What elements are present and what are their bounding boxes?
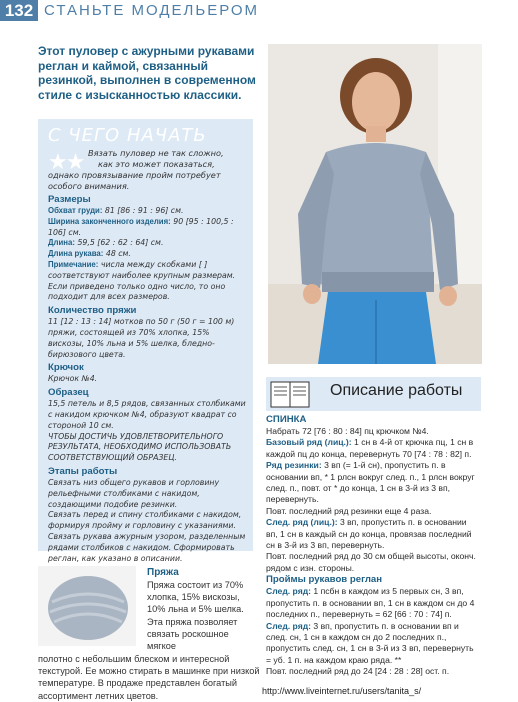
- size-row: [48, 238, 247, 249]
- hook-text: Крючок №4.: [48, 374, 98, 384]
- difficulty-line-3: однако провязывание пройм потребует особого внимания.: [48, 170, 221, 191]
- size-label: Длина:: [48, 238, 75, 248]
- sample-note: ЧТОБЫ ДОСТИЧЬ УДОВЛЕТВОРИТЕЛЬНОГО РЕЗУЛЬТАТА, НЕОБХОДИМО ИСПОЛЬЗОВАТЬ СООТВЕТСТВУЮЩИЙ ОБРАЗЕЦ.: [48, 431, 232, 463]
- size-label: Обхват груди:: [48, 206, 103, 215]
- armhole-heading: Проймы рукавов реглан: [266, 574, 383, 586]
- yarn-ball-image: [38, 566, 136, 646]
- stage-item: Связать перед и спину столбиками с накидом, формируя пройму и горловину с указаниями.: [48, 510, 242, 531]
- size-value: 59,5 [62 : 62 : 64] см.: [77, 238, 164, 248]
- note-label: Примечание:: [48, 259, 99, 269]
- work-title: Описание работы: [330, 382, 463, 399]
- arm1-text: 1 псбн в каждом из 5 первых сн, 3 вп, пропустить п. в основании вп, 1 сн в каждом сн до 4 последних п., перевернуть = 62 [66 : 70 : 74] п.: [266, 586, 475, 620]
- stage-item: Связать рукава ажурным узором, разделенным рядами столбиков с накидом. Сформировать реглан, как указано в описании.: [48, 531, 246, 563]
- yarn-amount-text: 11 [12 : 13 : 14] мотков по 50 г (50 г = 100 м) пряжи, состоящей из 70% хлопка, 15% вискозы, 10% льна и 5% шелка, бледно-бирюзового цвета.: [48, 317, 235, 359]
- rib-label: Ряд резинки:: [266, 460, 322, 471]
- model-illustration: [268, 44, 482, 364]
- getting-started-panel: [38, 119, 253, 563]
- back-heading: СПИНКА: [266, 414, 307, 425]
- sample-heading: Образец: [48, 387, 89, 399]
- note: [48, 260, 247, 303]
- rib-repeat: Повт. последний ряд резинки еще 4 раза.: [266, 505, 432, 516]
- arm2-label: След. ряд:: [266, 620, 312, 631]
- size-value: 48 см.: [105, 249, 131, 259]
- armhole-row-2: [266, 621, 478, 667]
- difficulty-line-1: Вязать пуловер не так сложно,: [88, 148, 224, 158]
- panel-heading: С ЧЕГО НАЧАТЬ: [48, 125, 207, 146]
- stages-heading: Этапы работы: [48, 465, 118, 477]
- yarn-amount-heading: Количество пряжи: [48, 305, 137, 317]
- size-row: [48, 249, 247, 260]
- work-instructions: [266, 414, 478, 678]
- size-label: Длина рукава:: [48, 249, 104, 259]
- size-row: [48, 206, 247, 217]
- rib-row: [266, 460, 478, 506]
- model-photo: [268, 44, 482, 364]
- next-row: [266, 517, 478, 551]
- base-text: 1 сн в 4-й от крючка пц, 1 сн в каждой пц до конца, перевернуть 70 [74 : 78 : 82] п.: [266, 437, 474, 459]
- hook-heading: Крючок: [48, 362, 84, 374]
- stage-item: Связать низ общего рукавов и горловину рельефными столбиками с накидом, создающими подобие резинки.: [48, 477, 220, 509]
- next-repeat: Повт. последний ряд до 30 см общей высоты, оконч. рядом с изн. стороны.: [266, 551, 476, 573]
- size-label: Ширина законченного изделия:: [48, 216, 171, 226]
- difficulty-stars-icon: ★★: [48, 149, 84, 174]
- pattern-book-icon: [270, 381, 310, 408]
- next-text: 3 вп, пропустить п. в основании вп, 1 сн в каждый сн до конца, провязав последний сн в 3-й из 3 вп, перевернуть.: [266, 517, 472, 551]
- arm-repeat: Повт. последний ряд до 24 [24 : 28 : 28] ост. п.: [266, 666, 450, 677]
- arm2-text: 3 вп, пропустить п. в основании вп и след. сн, 1 сн в каждом сн до 2 последних п., пропустить след. сн, 1 сн в 3-й из 3 вп, перевернуть = уб. 1 п. на каждом краю ряда. **: [266, 620, 474, 665]
- size-value: 81 [86 : 91 : 96] см.: [104, 206, 184, 215]
- intro-text: Этот пуловер с ажурными рукавами реглан и каймой, связанный резинкой, выполнен в современном стиле с изысканностью классики.: [38, 44, 256, 102]
- difficulty-line-2: как это может показаться,: [98, 159, 215, 169]
- yarn-ball-icon: [38, 566, 136, 646]
- sample-text: 15,5 петель и 8,5 рядов, связанных столбиками с накидом крючком №4, образуют квадрат со стороной 10 см.: [48, 399, 246, 430]
- base-row: [266, 437, 478, 460]
- back-start: Набрать 72 [76 : 80 : 84] пц крючком №4.: [266, 426, 429, 436]
- page-header: [0, 0, 518, 22]
- arm1-label: След. ряд:: [266, 586, 312, 597]
- yarn-text: Пряжа состоит из 70% хлопка, 15% вискозы, 10% льна и 5% шелка. Эта пряжа позволяет связать роскошное мягкое: [147, 580, 244, 652]
- section-title: СТАНЬТЕ МОДЕЛЬЕРОМ: [44, 2, 260, 19]
- rib-text: 3 вп (= 1-й сн), пропустить п. в основании вп, * 1 рлсн вокруг след. п., 1 рлсн вокруг след. п., повт. от * до конца, 1 сн в 3-й из 3 вп, перевернуть.: [266, 460, 475, 505]
- base-label: Базовый ряд (лиц.):: [266, 437, 352, 448]
- yarn-title: Пряжа: [147, 567, 179, 578]
- sizes-heading: Размеры: [48, 194, 91, 205]
- next-label: След. ряд (лиц.):: [266, 517, 338, 528]
- size-row: [48, 217, 247, 239]
- footer-url: http://www.liveinternet.ru/users/tanita_s/: [262, 686, 422, 696]
- armhole-row-1: [266, 586, 478, 620]
- yarn-text-continued: полотно с небольшим блеском и интересной текстурой. Ее можно стирать в машинке при низкой температуре. В продаже представлен богатый ассортимент летних цветов.: [38, 654, 260, 701]
- page-number: 132: [0, 0, 38, 21]
- size-value: 90 [95 : 100,5 : 106] см.: [48, 216, 234, 237]
- work-description-banner: [266, 377, 481, 411]
- note-text: числа между скобками [ ] соответствуют наиболее крупным размерам. Если приведено только одно число, то оно подходит для всех размеров.: [48, 259, 236, 302]
